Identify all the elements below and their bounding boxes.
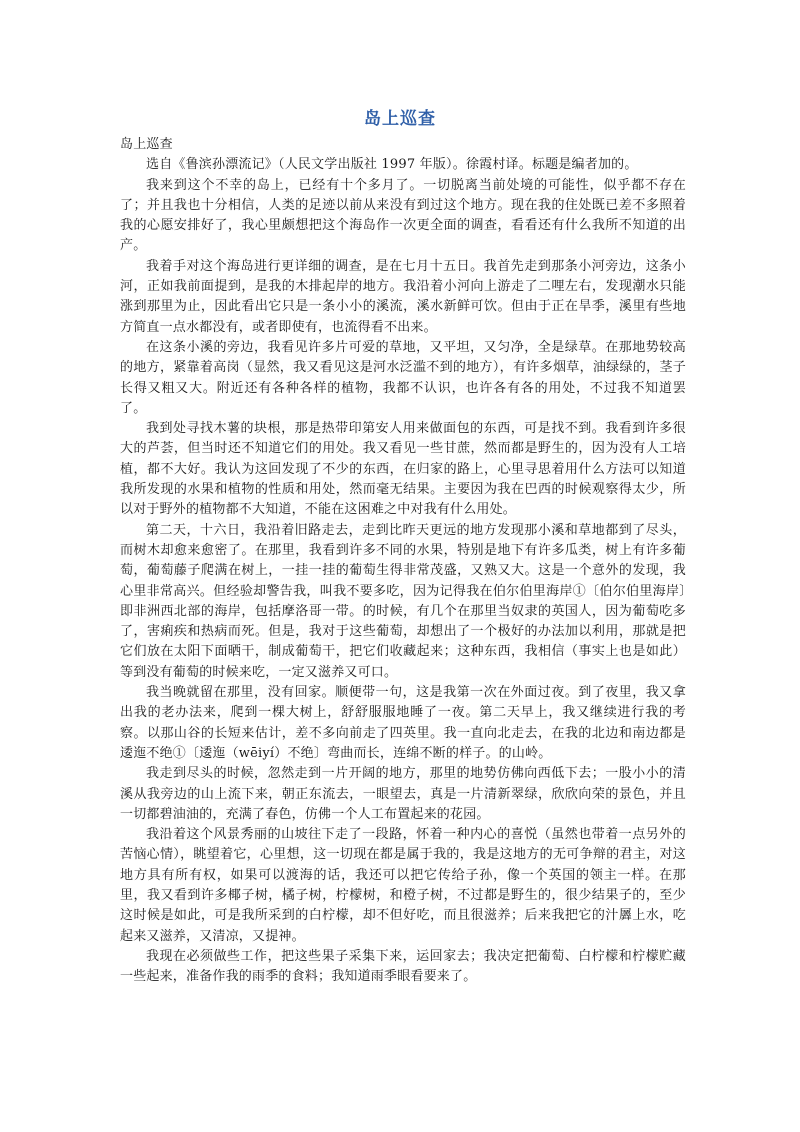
paragraph: 我当晚就留在那里，没有回家。顺便带一句，这是我第一次在外面过夜。到了夜里，我又拿出我的老办法来，爬到一棵大树上，舒舒服服地睡了一夜。第二天早上，我又继续进行我的考察。以那山谷的长短来估计，差不多向前走了四英里。我一直向北走去，在我的北边和南边都是逶迤不绝①〔逶迤（wēiyí）不绝〕弯曲而长，连绵不断的样子。的山岭。 <box>120 685 686 761</box>
paragraph: 我到处寻找木薯的块根，那是热带印第安人用来做面包的东西，可是找不到。我看到许多很大的芦荟，但当时还不知道它们的用处。我又看见一些甘蔗，然而都是野生的，因为没有人工培植，都不大好。我认为这回发现了不少的东西，在归家的路上，心里寻思着用什么方法可以知道我所发现的水果和植物的性质和用处，然而毫无结果。主要因为我在巴西的时候观察得太少，所以对于野外的植物都不大知道，不能在这困难之中对我有什么用处。 <box>120 421 686 518</box>
paragraph: 第二天，十六日，我沿着旧路走去，走到比昨天更远的地方发现那小溪和草地都到了尽头，而树木却愈来愈密了。在那里，我看到许多不同的水果，特别是地下有许多瓜类，树上有许多葡萄，葡萄藤子爬满在树上，一挂一挂的葡萄生得非常茂盛，又熟又大。这是一个意外的发现，我心里非常高兴。但经验却警告我，叫我不要多吃，因为记得我在伯尔伯里海岸①〔伯尔伯里海岸〕即非洲西北部的海岸，包括摩洛哥一带。的时候，有几个在那里当奴隶的英国人，因为葡萄吃多了，害痢疾和热病而死。但是，我对于这些葡萄，却想出了一个极好的办法加以利用，那就是把它们放在太阳下面晒干，制成葡萄干，把它们收藏起来；这种东西，我相信（事实上也是如此）等到没有葡萄的时候来吃，一定又滋养又可口。 <box>120 522 686 680</box>
paragraph: 我来到这个不幸的岛上，已经有十个多月了。一切脱离当前处境的可能性，似乎都不存在了；并且我也十分相信，人类的足迹以前从来没有到过这个地方。现在我的住处既已差不多照着我的心愿安排好了，我心里颇想把这个海岛作一次更全面的调查，看看还有什么我所不知道的出产。 <box>120 177 686 254</box>
paragraph: 我沿着这个风景秀丽的山坡往下走了一段路，怀着一种内心的喜悦（虽然也带着一点另外的苦恼心情），眺望着它，心里想，这一切现在都是属于我的，我是这地方的无可争辩的君主，对这地方具有所有权，如果可以渡海的话，我还可以把它传给子孙，像一个英国的领主一样。在那里，我又看到许多椰子树，橘子树，柠檬树，和橙子树，不过都是野生的，很少结果子的，至少这时候是如此，可是我所采到的白柠檬，却不但好吃，而且很滋养；后来我把它的汁羼上水，吃起来又滋养，又清凉，又提神。 <box>120 827 686 944</box>
document-subtitle: 岛上巡查 <box>120 137 173 152</box>
paragraph: 在这条小溪的旁边，我看见许多片可爱的草地，又平坦，又匀净，全是绿草。在那地势较高的地方，紧靠着高岗（显然，我又看见这是河水泛滥不到的地方），有许多烟草，油绿绿的，茎子长得又粗又大。附近还有各种各样的植物，我都不认识，也许各有各的用处，不过我不知道罢了。 <box>120 339 686 416</box>
paragraph: 我着手对这个海岛进行更详细的调查，是在七月十五日。我首先走到那条小河旁边，这条小河，正如我前面提到，是我的木排起岸的地方。我沿着小河向上游走了二哩左右，发现潮水只能涨到那里为止，因此看出它只是一条小小的溪流，溪水新鲜可饮。但由于正在旱季，溪里有些地方简直一点水都没有，或者即使有，也流得看不出来。 <box>120 258 686 335</box>
paragraph: 我现在必须做些工作，把这些果子采集下来，运回家去；我决定把葡萄、白柠檬和柠檬贮藏一些起来，准备作我的雨季的食料；我知道雨季眼看要来了。 <box>120 948 686 985</box>
paragraph: 我走到尽头的时候，忽然走到一片开阔的地方，那里的地势仿佛向西低下去；一股小小的清溪从我旁边的山上流下来，朝正东流去，一眼望去，真是一片清新翠绿，欣欣向荣的景色，并且一切都碧油油的，充满了春色，仿佛一个人工布置起来的花园。 <box>120 766 686 822</box>
document-title: 岛上巡查 <box>364 109 436 129</box>
document-body <box>120 135 686 987</box>
paragraph-source-note: 选自《鲁滨孙漂流记》（人民文学出版社 1997 年版）。徐霞村译。标题是编者加的。 <box>146 157 638 173</box>
